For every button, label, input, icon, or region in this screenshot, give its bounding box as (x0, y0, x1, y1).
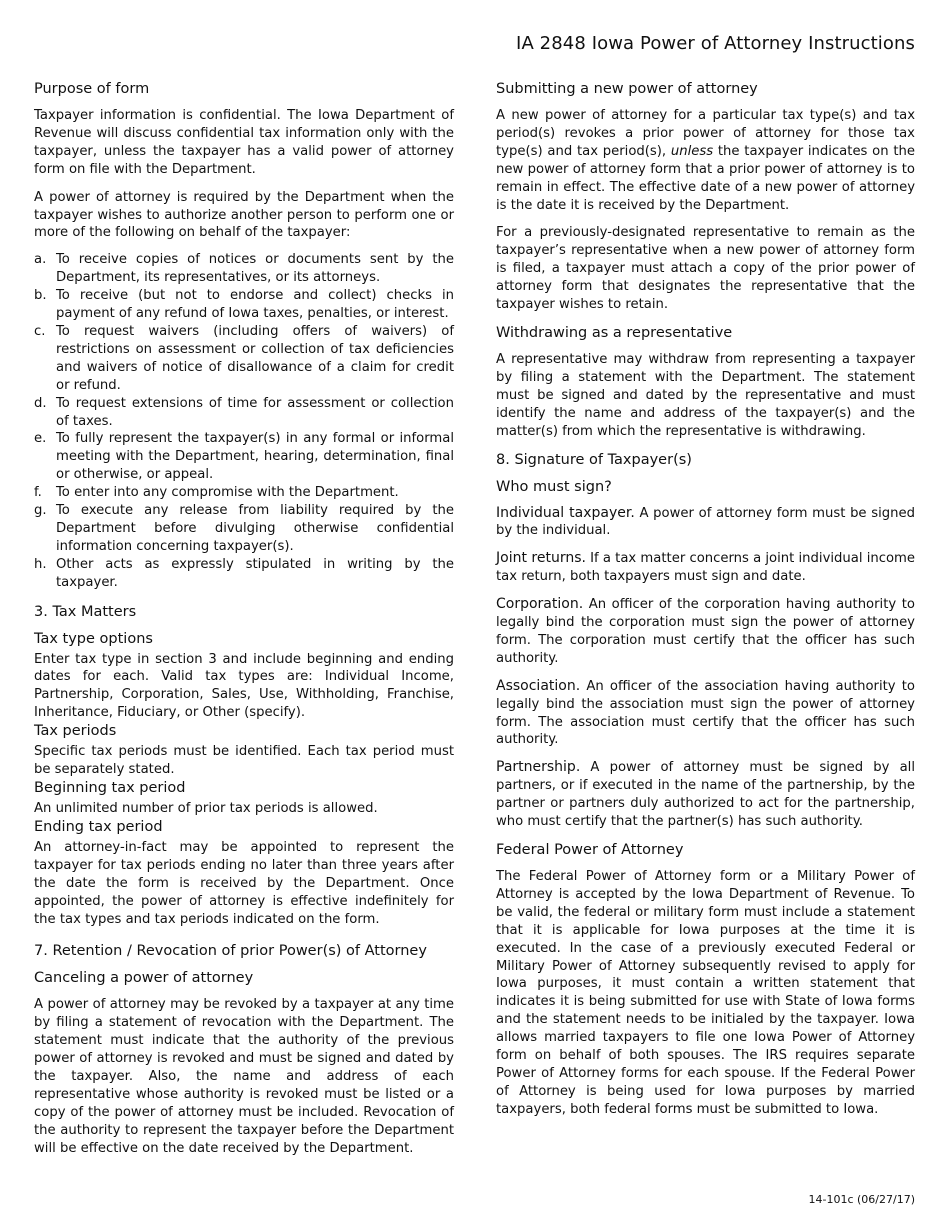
partnership-text: A power of attorney must be signed by all partners, or if executed in the name of the partnership, by the partner or partners duly authorized to act for the partnership, who must certify that the partner(s) has such authority. (496, 760, 915, 830)
retention-heading: 7. Retention / Revocation of prior Power(s) of Attorney (34, 943, 427, 960)
list-marker: f. (34, 485, 42, 501)
submitting-paragraph-2: For a previously-designated representative to remain as the taxpayer’s representative when a new power of attorney form is filed, a taxpayer must attach a copy of the prior power of attorney form that designates the representative that the taxpayer wishes to retain. (496, 225, 915, 313)
list-marker: h. (34, 556, 47, 572)
tax-type-text: Enter tax type in section 3 and include beginning and ending dates for each. Valid tax types are: Individual Income, Partnership, Corporation, Sales, Use, Withholding, Franchise, Inheritance, Fiduciary, or Other (specify). (34, 651, 454, 721)
list-item (34, 287, 454, 323)
tax-periods-text: Specific tax periods must be identified. Each tax period must be separately stated. (34, 744, 454, 778)
association-paragraph (496, 678, 915, 750)
joint-text: If a tax matter concerns a joint individual income tax return, both taxpayers must sign and date. (496, 551, 916, 585)
submitting-text-part: A new power of attorney for a particular tax type(s) and tax period(s) revokes a prior power of attorney for those tax type(s) and tax period(s), (496, 108, 915, 159)
list-item-text: To request waivers (including offers of waivers) of restrictions on assessment or collection of tax deficiencies and waivers of notice of disallowance of a claim for credit or refund. (56, 323, 454, 393)
withdrawing-text: A representative may withdraw from representing a taxpayer by filing a statement with the Department. The statement must be signed and dated by the representative and must identify the name and address of the taxpayer(s) and the matter(s) from which the representative is withdrawing. (496, 351, 915, 439)
list-item-text: To execute any release from liability required by the Department before divulging otherwise confidential information concerning taxpayer(s). (56, 503, 454, 554)
list-marker: d. (34, 395, 47, 411)
withdrawing-heading: Withdrawing as a representative (496, 324, 733, 341)
partnership-paragraph (496, 759, 915, 831)
joint-paragraph (496, 550, 915, 586)
corporation-paragraph (496, 596, 915, 668)
list-item (34, 556, 454, 592)
list-marker: b. (34, 288, 47, 304)
association-text: An officer of the association having authority to legally bind the association must sign the power of attorney form. The association must certify that the officer has such authority. (496, 678, 915, 748)
individual-text: A power of attorney form must be signed by the individual. (496, 505, 915, 539)
list-item (34, 323, 454, 395)
list-marker: g. (34, 503, 47, 519)
list-item (34, 395, 454, 431)
tax-periods-heading: Tax periods (34, 723, 117, 740)
beginning-period-text: An unlimited number of prior tax periods is allowed. (34, 801, 378, 816)
association-lead: Association. (496, 677, 581, 694)
list-marker: c. (34, 323, 46, 339)
canceling-text: A power of attorney may be revoked by a taxpayer at any time by filing a statement of revocation with the Department. The statement must indicate that the authority of the previous power of attorney is revoked and must be signed and dated by the taxpayer. Also, the name and address of each representative whose authority is revoked must be listed or a copy of the power of attorney must be included. Revocation of the authority to represent the taxpayer before the Department will be effective on the date received by the Department. (34, 997, 454, 1156)
submitting-heading: Submitting a new power of attorney (496, 81, 758, 97)
tax-type-heading: Tax type options (34, 630, 153, 647)
partnership-lead: Partnership. (496, 759, 581, 776)
corporation-text: An officer of the corporation having authority to legally bind the corporation must sign the power of attorney form. The corporation must certify that the officer has such authority. (496, 597, 915, 666)
list-item (34, 502, 454, 556)
individual-paragraph (496, 505, 915, 541)
purpose-paragraph-1: Taxpayer information is confidential. The Iowa Department of Revenue will discuss confidential tax information only with the taxpayer, unless the taxpayer has a valid power of attorney form on file with the Department. (34, 108, 454, 177)
form-code: 14-101c (06/27/17) (808, 1193, 915, 1206)
signature-heading: 8. Signature of Taxpayer(s) (496, 451, 692, 468)
canceling-heading: Canceling a power of attorney (34, 970, 254, 987)
left-column (34, 80, 454, 1168)
individual-lead: Individual taxpayer. (496, 504, 635, 521)
ending-period-heading: Ending tax period (34, 818, 163, 835)
list-item (34, 251, 454, 287)
purpose-paragraph-2: A power of attorney is required by the Department when the taxpayer wishes to authorize another person to perform one or more of the following on behalf of the taxpayer: (34, 189, 454, 241)
tax-matters-heading: 3. Tax Matters (34, 603, 137, 620)
federal-heading: Federal Power of Attorney (496, 842, 684, 858)
list-item-text: To fully represent the taxpayer(s) in any formal or informal meeting with the Department, hearing, determination, final or otherwise, or appeal. (56, 431, 454, 483)
list-marker: a. (34, 252, 47, 268)
list-item-text: To request extensions of time for assessment or collection of taxes. (56, 395, 454, 429)
list-item (34, 430, 454, 484)
authorization-list (34, 251, 454, 591)
list-marker: e. (34, 431, 47, 447)
submitting-emphasis: unless (670, 143, 714, 159)
list-item-text: Other acts as expressly stipulated in writing by the taxpayer. (56, 556, 454, 590)
joint-lead: Joint returns. (496, 550, 586, 567)
document-title: IA 2848 Iowa Power of Attorney Instructions (516, 33, 915, 54)
ending-period-text: An attorney-in-fact may be appointed to represent the taxpayer for tax periods ending no later than three years after the date the form is received by the Department. Once appointed, the power of attorney is effective indefinitely for the tax types and tax periods indicated on the form. (34, 839, 454, 927)
beginning-period-heading: Beginning tax period (34, 780, 186, 796)
submitting-paragraph-1 (496, 107, 915, 214)
federal-text: The Federal Power of Attorney form or a Military Power of Attorney is accepted by the Iowa Department of Revenue. To be valid, the federal or military form must include a statement that it is applicable for Iowa purposes at the time it is executed. In the case of a previously executed Federal or Military Power of Attorney subsequently revised to apply for Iowa purposes, it must contain a written statement that indicates it is being submitted for use with State of Iowa forms and the statement needs to be initialed by the taxpayer. Iowa allows married taxpayers to file one Iowa Power of Attorney form on behalf of both spouses. The IRS requires separate Power of Attorney forms for each spouse. If the Federal Power of Attorney is being used for Iowa purposes by married taxpayers, both federal forms must be submitted to Iowa. (496, 869, 915, 1117)
who-must-sign-heading: Who must sign? (496, 478, 612, 495)
list-item-text: To receive (but not to endorse and collect) checks in payment of any refund of Iowa taxes, penalties, or interest. (56, 288, 454, 322)
list-item-text: To enter into any compromise with the Department. (56, 485, 399, 501)
submitting-text-part: the taxpayer indicates on the new power of attorney form that a prior power of attorney is to remain in effect. The effective date of a new power of attorney is the date it is received by the Department. (496, 143, 915, 213)
list-item (34, 484, 454, 502)
purpose-heading: Purpose of form (34, 81, 150, 97)
list-item-text: To receive copies of notices or documents sent by the Department, its representatives, or its attorneys. (56, 252, 454, 286)
right-column (496, 80, 915, 1129)
corporation-lead: Corporation. (496, 596, 584, 613)
